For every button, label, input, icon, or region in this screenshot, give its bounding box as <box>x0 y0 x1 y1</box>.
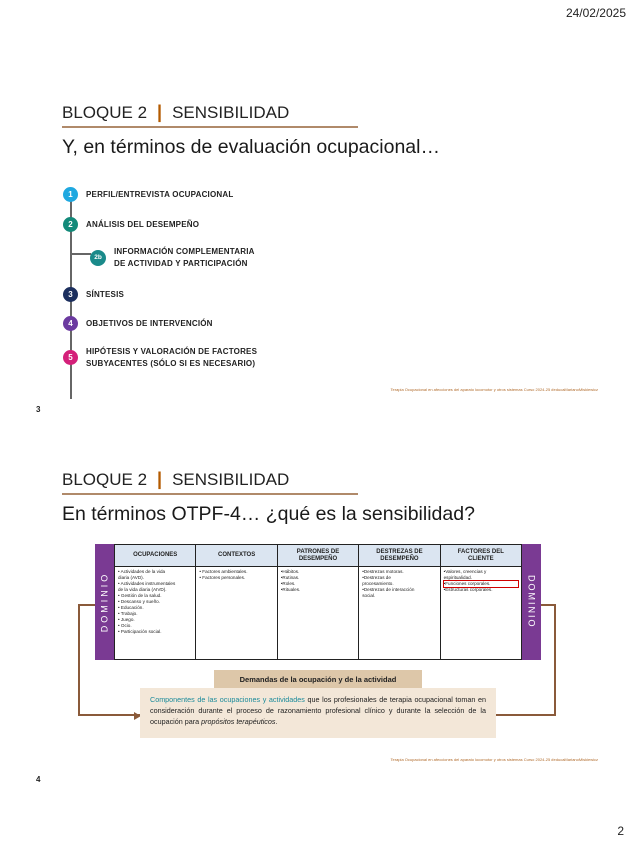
column-header <box>441 545 521 567</box>
dominio-label: DOMINIO <box>99 571 110 633</box>
column-items <box>441 567 521 595</box>
list-item: •Destrezas motoras. <box>362 569 404 574</box>
timeline-item-4 <box>63 316 213 331</box>
header-separator: | <box>157 102 163 122</box>
topic-label: SENSIBILIDAD <box>172 469 290 489</box>
highlighted-list-item: •Funciones corporales. <box>444 581 518 587</box>
slide-footer: Terapia Ocupacional en afecciones del aparato locomotor y otros sistemas Curso 2024-25 #educaMarianoMiskiewicz <box>390 387 598 392</box>
list-item: • Trabajo. <box>118 611 138 616</box>
step-label-line: SUBYACENTES (SÓLO SI ES NECESARIO) <box>86 358 256 368</box>
list-item: •Rituales. <box>280 587 301 592</box>
timeline-branch <box>71 253 91 255</box>
list-item: •Destrezas de interacción <box>362 587 415 592</box>
column-items <box>359 567 439 601</box>
right-connector-top <box>541 604 556 606</box>
header-line: FACTORES DEL <box>457 548 504 555</box>
list-item: •Roles. <box>280 581 296 586</box>
column-contextos <box>196 545 277 659</box>
list-item: •Destrezas de <box>362 575 391 580</box>
slide-number: 3 <box>36 405 41 414</box>
list-item: •Hábitos. <box>280 569 300 574</box>
step-label-line: DE ACTIVIDAD Y PARTICIPACIÓN <box>114 258 248 268</box>
list-item: espiritualidad. <box>443 575 472 580</box>
slide-number: 4 <box>36 775 41 784</box>
bloque-label: BLOQUE 2 <box>62 102 148 122</box>
column-header: CONTEXTOS <box>196 545 276 567</box>
header-line: PATRONES DE <box>296 548 340 555</box>
slide-header <box>62 102 289 123</box>
componentes-highlight: Componentes de las ocupaciones y actividades <box>150 695 305 704</box>
column-header <box>359 545 439 567</box>
list-item: • Factores personales. <box>199 575 246 580</box>
step-badge: 2b <box>90 250 106 266</box>
column-patrones <box>278 545 359 659</box>
slide-4 <box>0 462 636 792</box>
left-connector-top <box>78 604 96 606</box>
slide-title: Y, en términos de evaluación ocupacional… <box>62 136 440 158</box>
column-header: OCUPACIONES <box>115 545 195 567</box>
step-label-line: HIPÓTESIS Y VALORACIÓN DE FACTORES <box>86 347 258 356</box>
componentes-text: que los profesionales de terapia ocupacional toman en consideración durante el proceso de razonamiento profesional clínico y durante la selección de la ocupación para <box>150 695 486 726</box>
step-label <box>114 246 255 269</box>
componentes-end: . <box>275 717 278 726</box>
list-item: social. <box>362 593 376 598</box>
step-label: PERFIL/ENTREVISTA OCUPACIONAL <box>86 189 234 199</box>
column-items <box>196 567 276 583</box>
header-line: DESEMPEÑO <box>298 555 338 562</box>
column-items <box>115 567 195 637</box>
step-badge: 5 <box>63 350 78 365</box>
slide-title: En términos OTPF-4… ¿qué es la sensibilidad? <box>62 503 475 525</box>
list-item: • Educación. <box>118 605 144 610</box>
demandas-box: Demandas de la ocupación y de la actividad <box>214 670 422 688</box>
header-separator: | <box>157 469 163 489</box>
step-label <box>86 346 257 369</box>
list-item: • Actividades de la vida <box>118 569 166 574</box>
step-label: OBJETIVOS DE INTERVENCIÓN <box>86 318 213 328</box>
bloque-label: BLOQUE 2 <box>62 469 148 489</box>
list-item: de la vida diaria (AIVD). <box>118 587 167 592</box>
column-ocupaciones <box>115 545 196 659</box>
slide-3 <box>0 95 636 425</box>
timeline-item-1 <box>63 187 233 202</box>
column-destrezas <box>359 545 440 659</box>
page-number: 2 <box>617 824 624 838</box>
step-badge: 3 <box>63 287 78 302</box>
header-line: DESEMPEÑO <box>380 555 419 562</box>
list-item: • Factores ambientales. <box>199 569 248 574</box>
list-item: • Actividades instrumentales <box>118 581 176 586</box>
header-line: DESTREZAS DE <box>376 548 423 555</box>
step-badge: 1 <box>63 187 78 202</box>
slide-header <box>62 469 289 490</box>
column-items <box>278 567 358 595</box>
column-header <box>278 545 358 567</box>
header-line: CLIENTE <box>467 555 494 562</box>
column-factores-cliente <box>441 545 521 659</box>
step-label: SÍNTESIS <box>86 289 125 299</box>
componentes-italic: propósitos terapéuticos <box>201 717 276 726</box>
header-rule <box>62 126 358 128</box>
list-item: • Descanso y sueño. <box>118 599 160 604</box>
dominio-band-right <box>522 544 541 660</box>
step-badge: 4 <box>63 316 78 331</box>
dominio-band-left <box>95 544 114 660</box>
otpf-domain-table <box>95 544 541 660</box>
list-item: • Ocio. <box>118 623 132 628</box>
timeline-item-2 <box>63 217 199 232</box>
timeline-item-2b <box>90 246 255 269</box>
list-item: •Valores, creencias y <box>443 569 487 574</box>
list-item: procesamiento. <box>362 581 394 586</box>
step-badge: 2 <box>63 217 78 232</box>
slide-footer: Terapia Ocupacional en afecciones del aparato locomotor y otros sistemas Curso 2024-25 #educaMarianoMiskiewicz <box>390 757 598 762</box>
list-item: •Rutinas. <box>280 575 300 580</box>
list-item: •Estructuras corporales. <box>443 587 493 592</box>
header-rule <box>62 493 358 495</box>
componentes-box <box>140 688 496 738</box>
step-label-line: INFORMACIÓN COMPLEMENTARIA <box>114 247 255 256</box>
step-label: ANÁLISIS DEL DESEMPEÑO <box>86 219 200 229</box>
list-item: • Gestión de la salud. <box>118 593 162 598</box>
list-item: • Participación social. <box>118 629 162 634</box>
list-item: • Juego. <box>118 617 135 622</box>
list-item: diaria (AVD). <box>118 575 144 580</box>
timeline-item-5 <box>63 346 257 369</box>
domain-columns <box>114 544 522 660</box>
print-date: 24/02/2025 <box>565 6 626 20</box>
topic-label: SENSIBILIDAD <box>172 102 290 122</box>
dominio-label: DOMINIO <box>526 575 537 629</box>
timeline-item-3 <box>63 287 124 302</box>
